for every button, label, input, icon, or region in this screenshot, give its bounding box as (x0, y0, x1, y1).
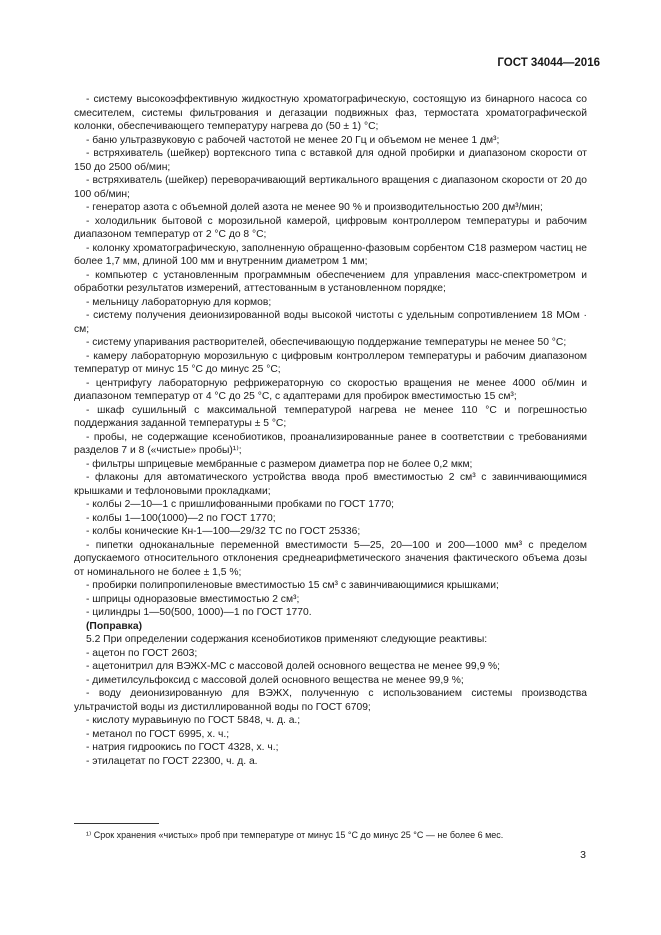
list-item: - этилацетат по ГОСТ 22300, ч. д. а. (86, 755, 258, 767)
list-item: - колбы 1—100(1000)—2 по ГОСТ 1770; (86, 512, 276, 524)
list-item: - систему высокоэффективную жидкостную хроматографическую, состоящую из бинарного насоса со смесителем, системы фильтрования и дегазации подвижных фаз, термостата хроматографической колонки, обеспечивающего температуру нагрева до (50 ± 1) °С; (74, 94, 587, 132)
footnote: ¹⁾ Срок хранения «чистых» проб при температуре от минус 15 °С до минус 25 °С — не более 6 мес. (86, 830, 504, 840)
list-item: - натрия гидроокись по ГОСТ 4328, х. ч.; (86, 742, 279, 753)
list-item: - цилиндры 1—50(500, 1000)—1 по ГОСТ 1770. (86, 607, 312, 618)
list-item: - флаконы для автоматического устройства ввода проб вместимостью 2 см³ с завинчивающимися крышками и тефлоновыми прокладками; (74, 472, 587, 497)
list-item: - шкаф сушильный с максимальной температурой нагрева не менее 110 °С и погрешностью поддержания заданной температуры ± 5 °С; (74, 404, 587, 429)
list-item: - фильтры шприцевые мембранные с размером диаметра пор не более 0,2 мкм; (86, 458, 473, 470)
list-item: - диметилсульфоксид с массовой долей основного вещества не менее 99,9 %; (86, 674, 464, 686)
list-item: - колбы 2—10—1 с пришлифованными пробками по ГОСТ 1770; (86, 499, 395, 510)
list-item: - ацетонитрил для ВЭЖХ-МС с массовой долей основного вещества не менее 99,9 %; (86, 661, 501, 672)
list-item: - центрифугу лабораторную рефрижераторную со скоростью вращения не менее 4000 об/мин и диапазоном температур от 4 °С до 25 °С, с адаптерами для пробирок вместимостью 15 см³; (74, 377, 587, 402)
list-item: - пробы, не содержащие ксенобиотиков, проанализированные ранее в соответствии с требованиями разделов 7 и 8 («чистые» пробы)¹⁾; (74, 431, 587, 456)
list-item: - колбы конические Кн-1—100—29/32 ТС по ГОСТ 25336; (86, 526, 361, 537)
list-item: - пипетки одноканальные переменной вместимости 5—25, 20—100 и 200—1000 мм³ с пределом допускаемого относительного отклонения среднеарифметического значения фактического объема дозы от номинального не более ± 1,5 %; (74, 539, 587, 578)
section-heading: 5.2 При определении содержания ксенобиотиков применяют следующие реактивы: (86, 634, 488, 645)
list-item: - встряхиватель (шейкер) переворачивающий вертикального вращения с диапазоном скорости от 20 до 100 об/мин; (74, 175, 587, 200)
list-item: - шприцы одноразовые вместимостью 2 см³; (86, 593, 300, 605)
list-item: - камеру лабораторную морозильную с цифровым контроллером температуры и рабочим диапазоном температур от минус 15 °С до минус 25 °С; (74, 350, 587, 375)
list-item: - пробирки полипропиленовые вместимостью 15 см³ с завинчивающимися крышками; (86, 580, 499, 591)
list-item: - холодильник бытовой с морозильной камерой, цифровым контроллером температуры и рабочим диапазоном температур от 2 °С до 8 °С; (74, 215, 587, 240)
list-item: - систему получения деионизированной воды высокой чистоты с удельным сопротивлением 18 МОм · см; (74, 310, 587, 335)
list-item: - воду деионизированную для ВЭЖХ, полученную с использованием системы производства ультрачистой воды из дистиллированной воды по ГОСТ 6709; (74, 688, 587, 713)
list-item: - колонку хроматографическую, заполненную обращенно-фазовым сорбентом С18 размером частиц не более 1,7 мм, длиной 100 мм и внутренним диаметром 1 мм; (74, 242, 587, 267)
document-header: ГОСТ 34044—2016 (497, 57, 600, 69)
list-item: - встряхиватель (шейкер) вортексного типа с вставкой для одной пробирки и диапазоном скорости от 150 до 2500 об/мин; (74, 148, 587, 173)
footnote-divider (74, 823, 159, 824)
list-item: - баню ультразвуковую с рабочей частотой не менее 20 Гц и объемом не менее 1 дм³; (86, 134, 500, 146)
list-item: - кислоту муравьиную по ГОСТ 5848, ч. д. а.; (86, 715, 301, 726)
page-number: 3 (580, 849, 586, 861)
list-item: - компьютер с установленным программным обеспечением для управления масс-спектрометром и обработки результатов измерений, аттестованным в установленном порядке; (74, 269, 587, 294)
list-item: - метанол по ГОСТ 6995, х. ч.; (86, 728, 230, 740)
list-item: - генератор азота с объемной долей азота не менее 90 % и производительностью 200 дм³/мин; (86, 202, 543, 213)
list-item: - систему упаривания растворителей, обеспечивающую поддержание температуры не менее 50 °С; (86, 337, 567, 348)
list-item: - мельницу лабораторную для кормов; (86, 296, 272, 308)
correction-note: (Поправка) (86, 620, 142, 632)
main-text (74, 93, 587, 768)
list-item: - ацетон по ГОСТ 2603; (86, 647, 198, 659)
